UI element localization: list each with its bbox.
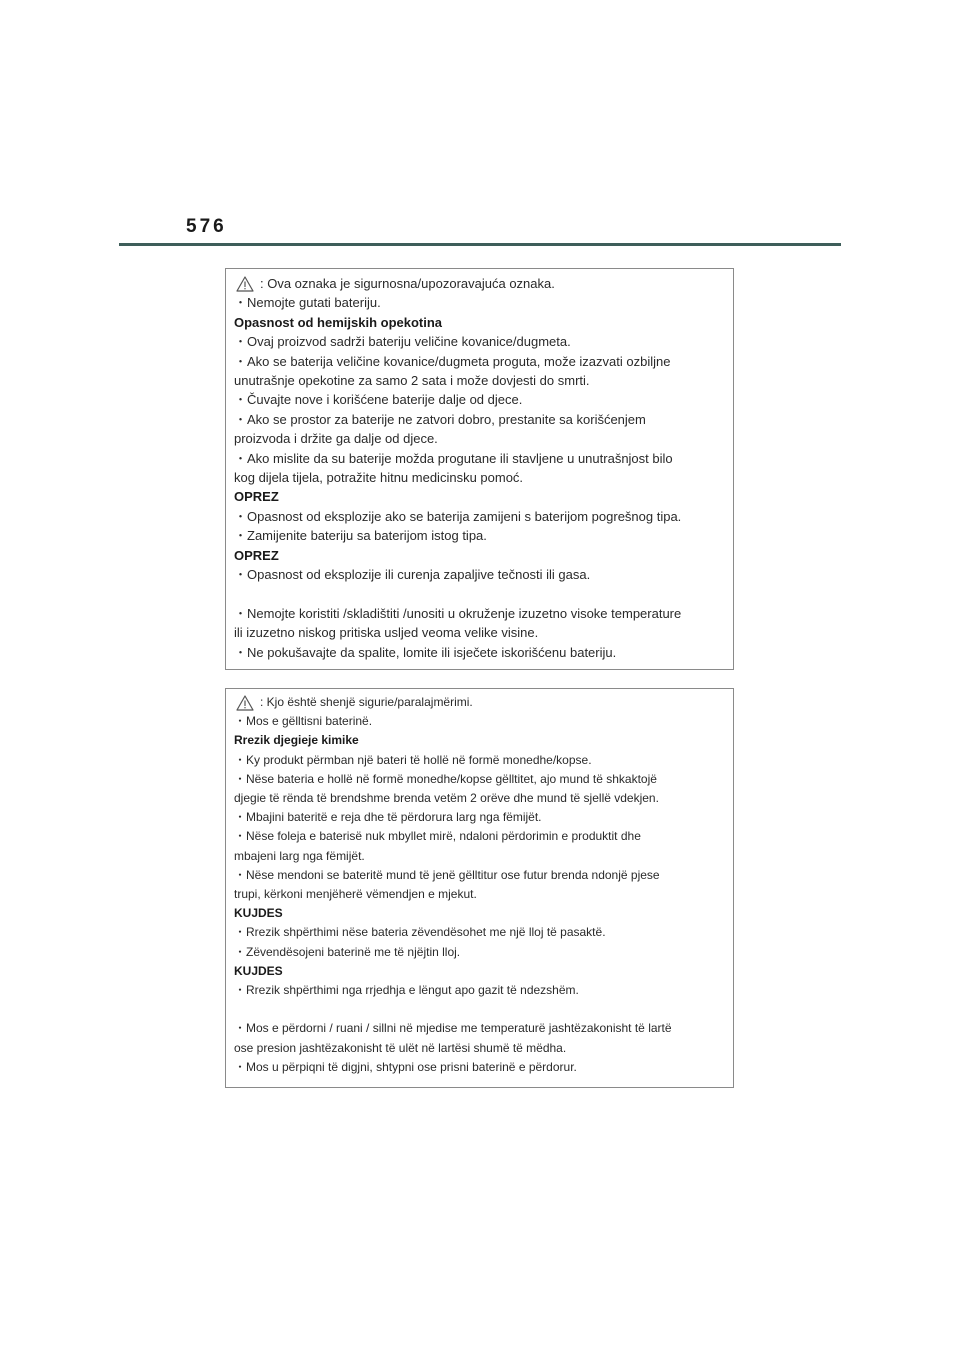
warning-line: ・Ako se prostor za baterije ne zatvori dobro, prestanite sa korišćenjem <box>234 411 646 427</box>
warning-line: ・Rrezik shpërthimi nëse bateria zëvendësohet me një lloj të pasaktë. <box>234 925 606 940</box>
warning-line: ・Čuvajte nove i korišćene baterije dalje od djece. <box>234 392 523 408</box>
warning-line: djegie të rënda të brendshme brenda vetëm 2 orëve dhe mund të sjellë vdekjen. <box>234 791 659 806</box>
warning-line: ・Rrezik shpërthimi nga rrjedhja e lëngut apo gazit të ndezshëm. <box>234 983 579 998</box>
warning-line: ・Nëse mendoni se bateritë mund të jenë gëlltitur ose futur brenda ndonjë pjese <box>234 867 660 882</box>
warning-line: proizvoda i držite ga dalje od djece. <box>234 431 438 447</box>
warning-line: ・Ne pokušavajte da spalite, lomite ili isječete iskorišćenu bateriju. <box>234 644 617 660</box>
warning-line: mbajeni larg nga fëmijët. <box>234 848 365 863</box>
section-heading: Opasnost od hemijskih opekotina <box>234 314 443 330</box>
blank-line <box>234 585 725 604</box>
warning-line: ・Opasnost od eksplozije ili curenja zapaljive tečnosti ili gasa. <box>234 567 591 583</box>
header-rule <box>119 243 841 246</box>
warning-box-albanian <box>225 688 734 1088</box>
section-heading: OPREZ <box>234 547 279 563</box>
warning-line: ili izuzetno niskog pritiska usljed veoma velike visine. <box>234 625 539 641</box>
section-heading: KUJDES <box>234 906 283 921</box>
warning-line: ・Nëse foleja e baterisë nuk mbyllet mirë, ndaloni përdorimin e produktit dhe <box>234 829 641 844</box>
warning-line: ose presion jashtëzakonisht të ulët në lartësi shumë të mëdha. <box>234 1040 567 1055</box>
warning-line: ・Mos e gëlltisni baterinë. <box>234 714 373 729</box>
warning-line: ・Nemojte gutati bateriju. <box>234 295 381 311</box>
warning-intro-line <box>234 274 725 293</box>
warning-line: trupi, kërkoni menjëherë vëmendjen e mjekut. <box>234 887 477 902</box>
warning-line: ・Ky produkt përmban një bateri të hollë në formë monedhe/kopse. <box>234 752 592 767</box>
warning-line: kog dijela tijela, potražite hitnu medicinsku pomoć. <box>234 470 524 486</box>
warning-intro-text: : Kjo është shenjë sigurie/paralajmërimi. <box>260 695 473 709</box>
warning-line: ・Mos e përdorni / ruani / sillni në mjedise me temperaturë jashtëzakonisht të lartë <box>234 1021 672 1036</box>
blank-line <box>234 1000 725 1019</box>
warning-lines <box>234 293 725 662</box>
warning-box-bosnian <box>225 268 734 670</box>
warning-line: unutrašnje opekotine za samo 2 sata i može dovjesti do smrti. <box>234 373 590 389</box>
section-heading: KUJDES <box>234 963 283 978</box>
warning-intro-text: : Ova oznaka je sigurnosna/upozoravajuća oznaka. <box>260 276 555 291</box>
warning-line: ・Mos u përpiqni të digjni, shtypni ose prisni baterinë e përdorur. <box>234 1059 577 1074</box>
warning-line: ・Zamijenite bateriju sa baterijom istog tipa. <box>234 528 487 544</box>
warning-lines <box>234 712 725 1077</box>
warning-line: ・Ako mislite da su baterije možda progutane ili stavljene u unutrašnjost bilo <box>234 450 673 466</box>
page-number: 576 <box>186 216 227 237</box>
warning-line: ・Zëvendësojeni baterinë me të njëjtin lloj. <box>234 944 461 959</box>
warning-line: ・Ovaj proizvod sadrži bateriju veličine kovanice/dugmeta. <box>234 334 571 350</box>
warning-line: ・Opasnost od eksplozije ako se baterija zamijeni s baterijom pogrešnog tipa. <box>234 508 682 524</box>
warning-line: ・Nemojte koristiti /skladištiti /unositi u okruženje izuzetno visoke temperature <box>234 605 682 621</box>
section-heading: OPREZ <box>234 489 279 505</box>
warning-triangle-icon <box>236 695 254 711</box>
warning-line: ・Ako se baterija veličine kovanice/dugmeta proguta, može izazvati ozbiljne <box>234 353 671 369</box>
warning-intro-line <box>234 693 725 712</box>
warning-triangle-icon <box>236 276 254 292</box>
warning-line: ・Mbajini bateritë e reja dhe të përdorura larg nga fëmijët. <box>234 810 542 825</box>
warning-line: ・Nëse bateria e hollë në formë monedhe/kopse gëlltitet, ajo mund të shkaktojë <box>234 771 657 786</box>
section-heading: Rrezik djegieje kimike <box>234 733 359 748</box>
